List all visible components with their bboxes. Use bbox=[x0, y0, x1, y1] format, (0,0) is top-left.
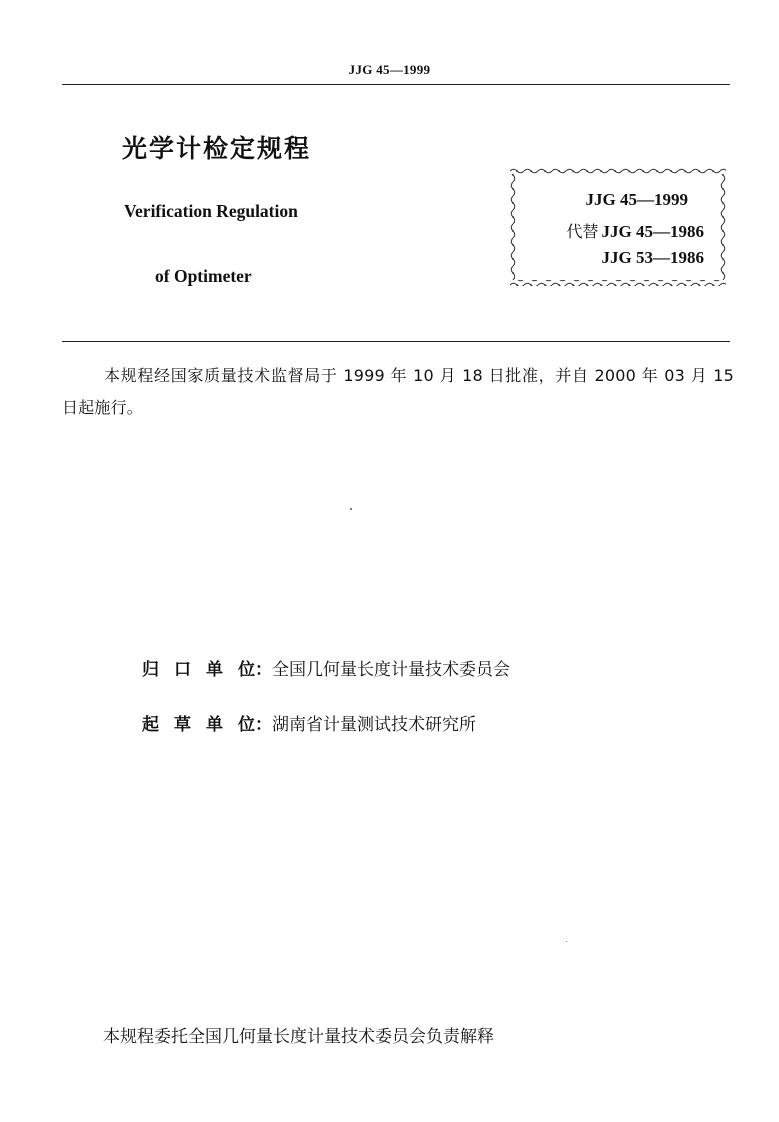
replaced-code-1: JJG 45—1986 bbox=[601, 222, 704, 241]
title-divider bbox=[62, 341, 730, 342]
responsible-unit-value: 全国几何量长度计量技术委员会 bbox=[272, 660, 510, 680]
header-standard-code: JJG 45—1999 bbox=[348, 62, 431, 77]
english-title-line2: of Optimeter bbox=[155, 266, 252, 286]
approval-paragraph: 本规程经国家质量技术监督局于 1999 年 10 月 18 日批准，并自 2000 年 03 月 15 日起施行。 bbox=[62, 366, 734, 417]
current-code: JJG 45—1999 bbox=[585, 190, 688, 209]
english-title-line1: Verification Regulation bbox=[124, 201, 298, 221]
standard-code-box bbox=[510, 168, 726, 286]
responsible-unit-label: 归 口 单 位： bbox=[142, 660, 272, 680]
page-title: 光学计检定规程 bbox=[122, 134, 312, 163]
interpretation-note: 本规程委托全国几何量长度计量技术委员会负责解释 bbox=[103, 1027, 494, 1047]
drafting-unit-row bbox=[142, 710, 476, 735]
responsible-unit-row bbox=[142, 655, 510, 680]
drafting-unit-label: 起 草 单 位： bbox=[142, 715, 272, 735]
replaced-code-2: JJG 53—1986 bbox=[601, 248, 704, 267]
drafting-unit-value: 湖南省计量测试技术研究所 bbox=[272, 715, 476, 735]
replace-prefix: 代替 bbox=[566, 222, 599, 241]
scan-speck bbox=[350, 508, 352, 510]
header-divider bbox=[62, 84, 730, 85]
scan-speck bbox=[566, 941, 567, 942]
replaces-line-1 bbox=[567, 219, 705, 242]
